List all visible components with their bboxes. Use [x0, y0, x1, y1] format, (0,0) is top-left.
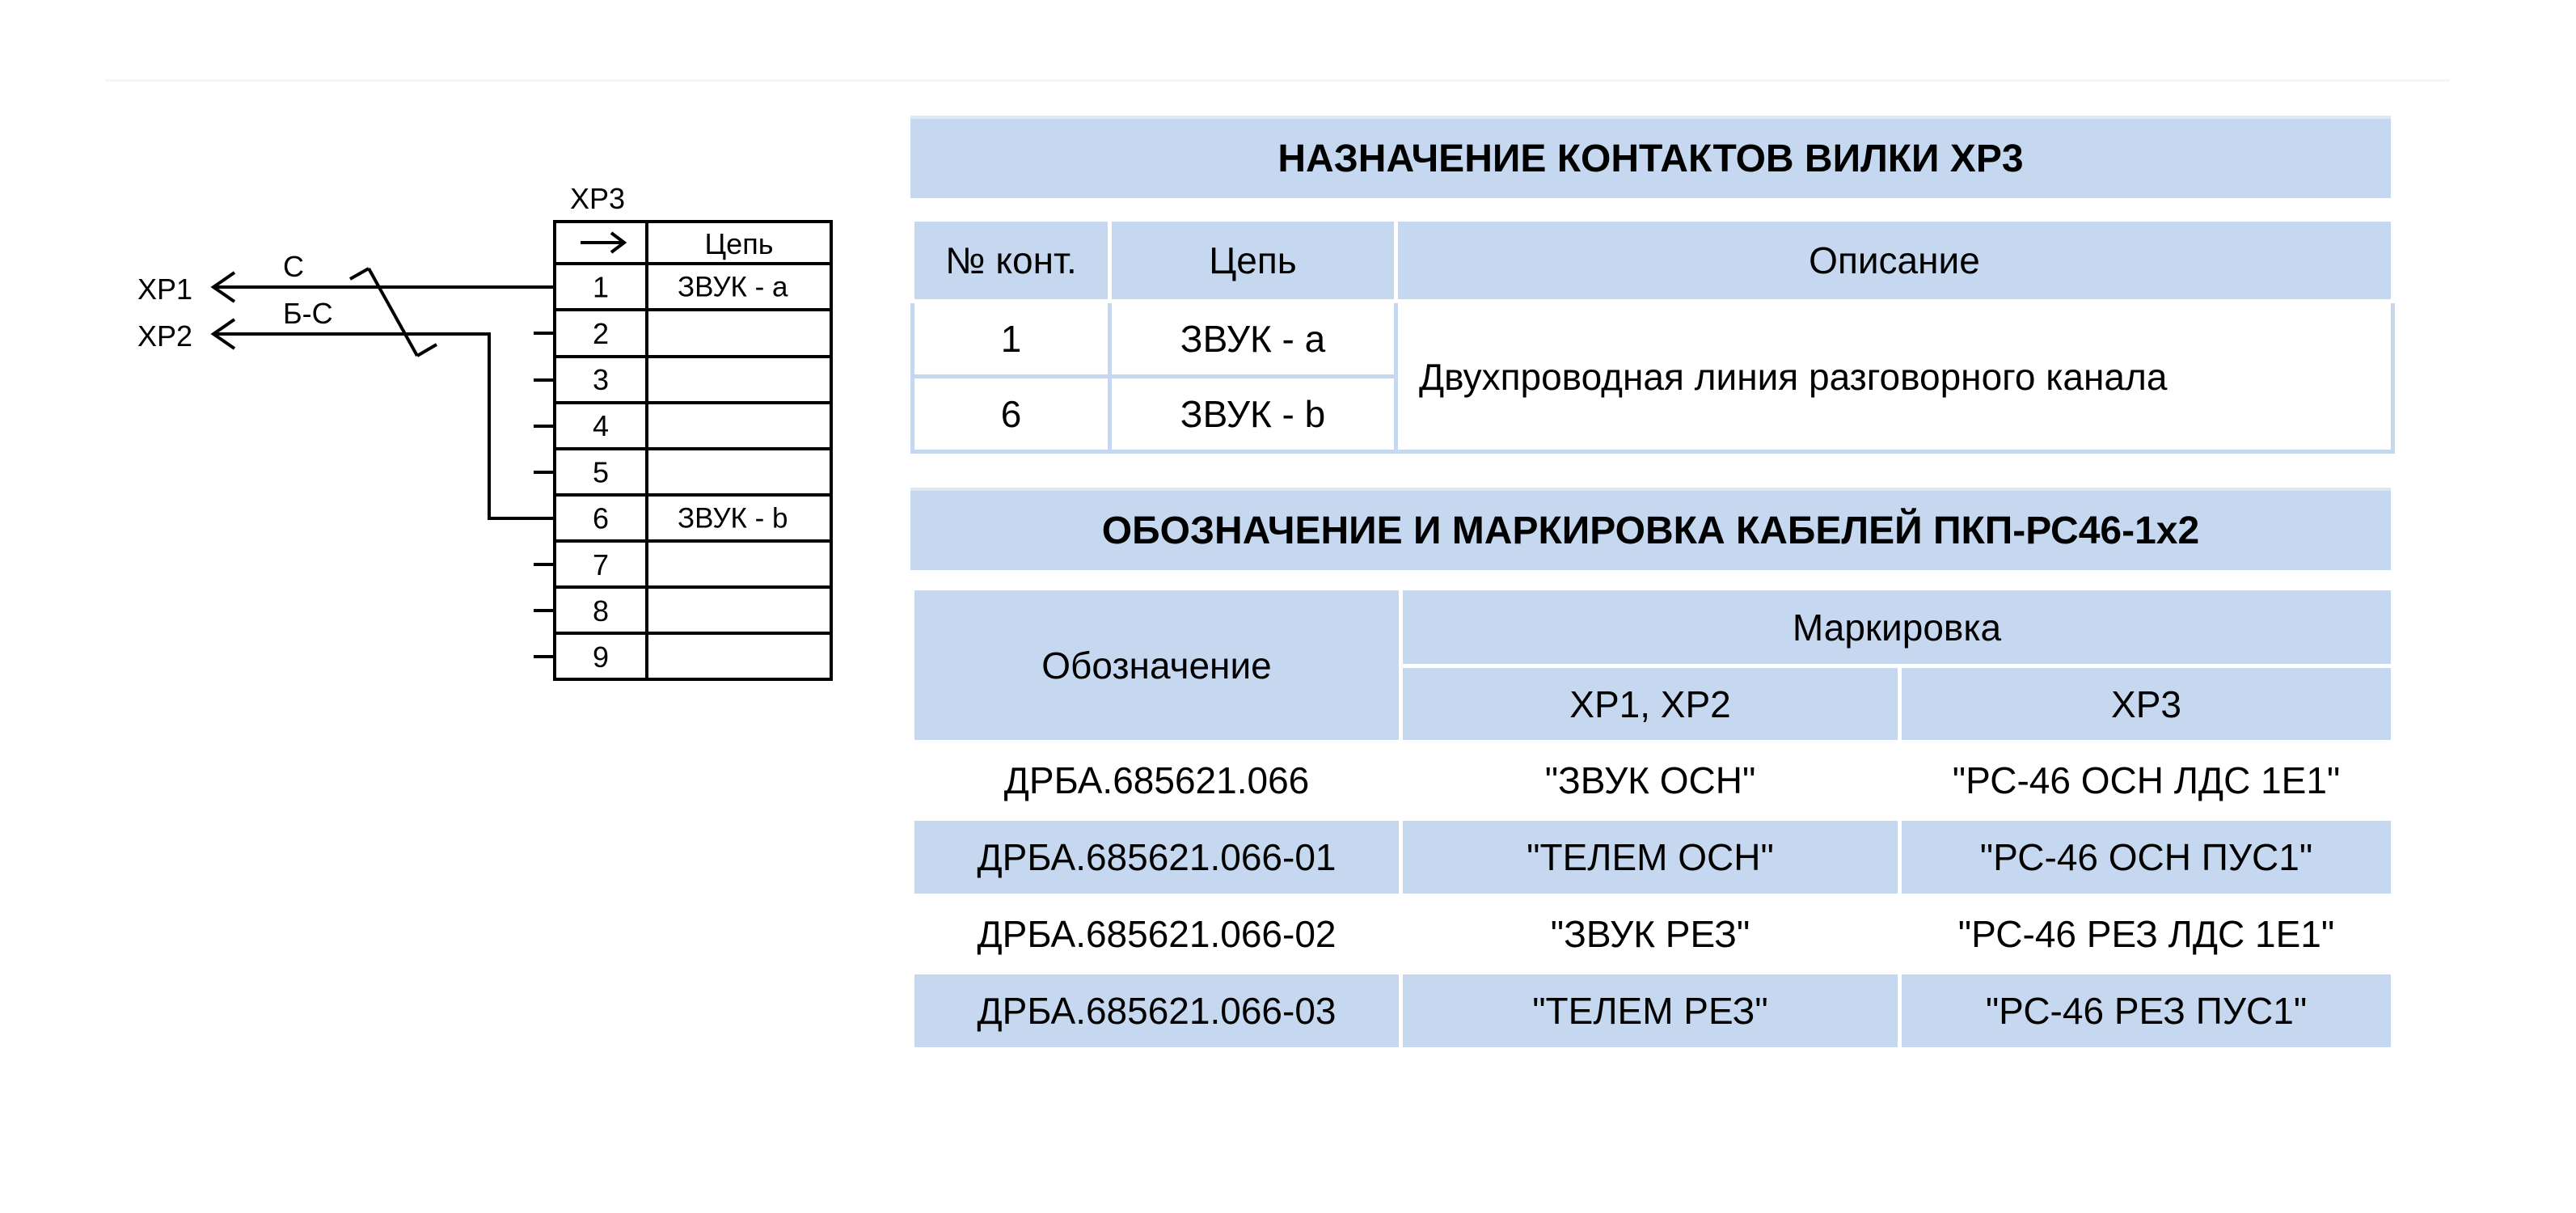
circuit-cell: ЗВУК - а — [1110, 302, 1396, 377]
th-marking: Маркировка — [1401, 589, 2393, 666]
table-row — [913, 742, 2393, 819]
description-cell: Двухпроводная линия разговорного канала — [1396, 302, 2393, 452]
xp12-marking-cell: "ТЕЛЕМ ОСН" — [1401, 819, 1900, 896]
xp3-marking-cell: "РС-46 РЕЗ ЛДС 1Е1" — [1900, 896, 2393, 973]
designation-cell: ДРБА.685621.066-03 — [913, 973, 1401, 1050]
designation-cell: ДРБА.685621.066-02 — [913, 896, 1401, 973]
xp3-marking-cell: "РС-46 ОСН ЛДС 1Е1" — [1900, 742, 2393, 819]
xp12-marking-cell: "ТЕЛЕМ РЕЗ" — [1401, 973, 1900, 1050]
designation-cell: ДРБА.685621.066-01 — [913, 819, 1401, 896]
th-xp3: XP3 — [1900, 666, 2393, 742]
table2-title: ОБОЗНАЧЕНИЕ И МАРКИРОВКА КАБЕЛЕЙ ПКП-РС46-1х2 — [910, 488, 2391, 570]
xp12-marking-cell: "ЗВУК РЕЗ" — [1401, 896, 1900, 973]
th-xp12: XP1, XP2 — [1401, 666, 1900, 742]
th-circuit: Цепь — [1110, 220, 1396, 302]
wire-b-c — [216, 334, 555, 518]
th-contact-no: № конт. — [913, 220, 1110, 302]
wiring-diagram — [0, 0, 889, 728]
pin-signal: ЗВУК - а — [678, 271, 788, 303]
th-description: Описание — [1396, 220, 2393, 302]
pin-number: 4 — [592, 409, 610, 443]
contacts-table — [910, 218, 2395, 454]
contact-cell: 1 — [913, 302, 1110, 377]
pin-number: 1 — [592, 270, 610, 304]
th-designation: Обозначение — [913, 589, 1401, 742]
xp3-marking-cell: "РС-46 РЕЗ ПУС1" — [1900, 973, 2393, 1050]
wire2-label: Б-С — [283, 297, 333, 330]
xp3-marking-cell: "РС-46 ОСН ПУС1" — [1900, 819, 2393, 896]
table-row — [913, 819, 2393, 896]
out1-label: XP1 — [137, 273, 193, 306]
pin-number: 5 — [592, 455, 610, 489]
pin-number: 2 — [592, 316, 610, 350]
pin-number: 7 — [592, 547, 610, 581]
table-row — [913, 896, 2393, 973]
xp12-marking-cell: "ЗВУК ОСН" — [1401, 742, 1900, 819]
twisted-pair-marker — [369, 268, 417, 356]
wire1-label: С — [283, 250, 304, 283]
circuit-cell: ЗВУК - b — [1110, 377, 1396, 452]
pin-number: 9 — [592, 640, 610, 674]
pin-number: 6 — [592, 501, 610, 535]
connector-label: XP3 — [570, 182, 626, 215]
cables-table — [910, 586, 2395, 1051]
pin-signal: ЗВУК - b — [678, 502, 788, 535]
header-circuit: Цепь — [704, 227, 774, 260]
designation-cell: ДРБА.685621.066 — [913, 742, 1401, 819]
pin-number: 8 — [592, 594, 610, 628]
table-row — [913, 973, 2393, 1050]
contact-cell: 6 — [913, 377, 1110, 452]
table1-title: НАЗНАЧЕНИЕ КОНТАКТОВ ВИЛКИ XP3 — [910, 116, 2391, 198]
pin-number: 3 — [592, 363, 610, 396]
out2-label: XP2 — [137, 319, 193, 353]
